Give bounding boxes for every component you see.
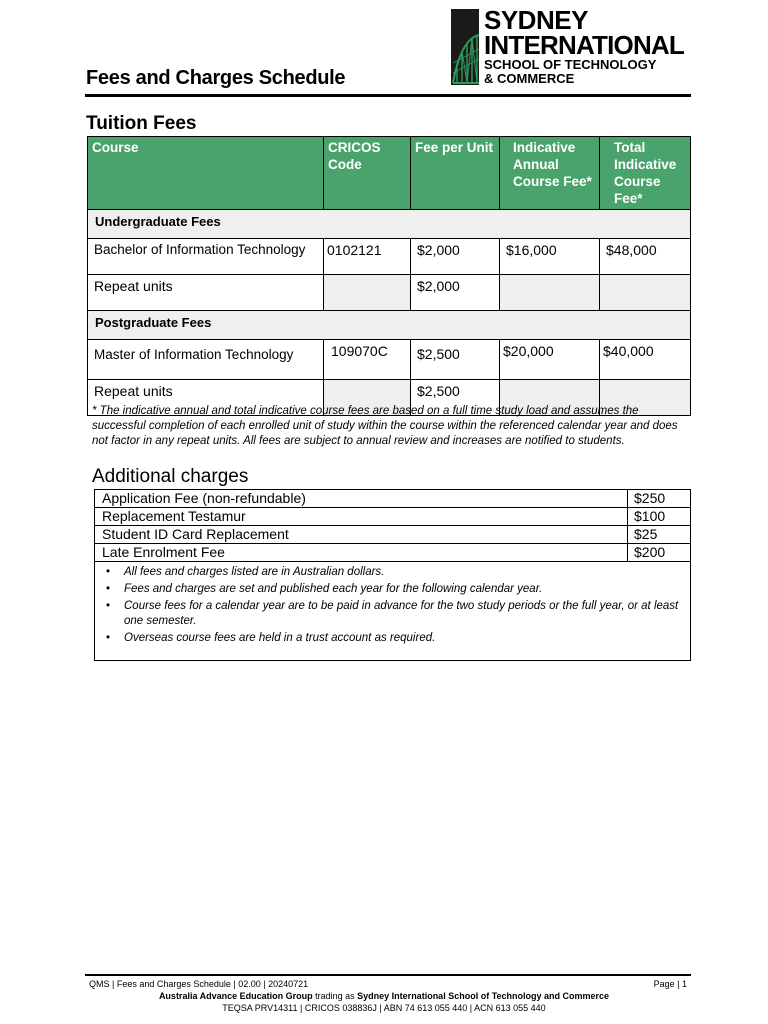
charge-label: Application Fee (non-refundable) [95,490,628,508]
column-header-total-fee: Total Indicative Course Fee* [600,137,691,210]
column-header-course: Course [88,137,324,210]
list-item: • Overseas course fees are held in a trust account as required. [124,631,690,646]
table-row [95,526,691,544]
bridge-logo-icon [451,9,479,85]
column-header-fee-per-unit: Fee per Unit [411,137,500,210]
fee-per-unit-cell: $2,000 [411,239,500,275]
cricos-cell: 109070C [324,340,411,380]
title-divider [85,94,691,97]
tuition-footnote: * The indicative annual and total indicative course fees are based on a full time study load and assumes the successful completion of each enrolled unit of study within the course within the referenced calendar year and does not factor in any repeat units. All fees are subject to annual review and increases are notified to students. [92,405,678,447]
course-cell: Master of Information Technology [88,340,324,380]
total-fee-cell [600,275,691,311]
footer-trading-text: trading as [312,991,358,1001]
fee-per-unit-cell: $2,000 [411,275,500,311]
group-label: Postgraduate Fees [88,311,691,340]
group-row-undergraduate [88,210,691,239]
fee-per-unit-cell: $2,500 [411,380,500,416]
footer-trading-line [0,991,768,1001]
column-header-annual-fee: Indicative Annual Course Fee* [500,137,600,210]
cricos-cell: 0102121 [324,239,411,275]
tuition-fees-heading: Tuition Fees [86,113,197,134]
notes-cell [95,562,691,661]
footer-page-number: Page | 1 [653,979,687,989]
school-logo [451,5,686,87]
annual-fee-cell [500,275,600,311]
footer-document-info: QMS | Fees and Charges Schedule | 02.00 | 20240721 [89,979,309,989]
charge-amount: $100 [628,508,691,526]
table-row [88,275,691,311]
footer-registrations: TEQSA PRV14311 | CRICOS 038836J | ABN 74 613 055 440 | ACN 613 055 440 [222,1003,546,1013]
additional-charges-table [94,489,691,661]
group-label: Undergraduate Fees [88,210,691,239]
charge-label: Late Enrolment Fee [95,544,628,562]
logo-line-4: & COMMERCE [484,71,575,86]
list-item: • All fees and charges listed are in Australian dollars. [124,565,690,580]
footer-org-name: Australia Advance Education Group [158,991,313,1001]
total-fee-cell: $40,000 [600,340,691,380]
course-cell: Repeat units [88,380,324,416]
column-header-cricos: CRICOS Code [324,137,411,210]
charge-label: Replacement Testamur [95,508,628,526]
list-item: • Course fees for a calendar year are to be paid in advance for the two study periods or the full year, or at least one semester. [124,599,690,629]
list-item: • Fees and charges are set and published each year for the following calendar year. [124,582,690,597]
table-row [88,340,691,380]
table-row [95,490,691,508]
cricos-cell [324,275,411,311]
course-cell: Repeat units [88,275,324,311]
logo-line-3: SCHOOL OF TECHNOLOGY [484,57,657,72]
footer-divider [85,974,691,976]
annual-fee-cell: $16,000 [500,239,600,275]
total-fee-cell: $48,000 [600,239,691,275]
footer-school-name: Sydney International School of Technology and Commerce [357,991,610,1001]
tuition-fees-table [87,136,691,416]
notes-row [95,562,691,661]
logo-line-2: INTERNATIONAL [484,30,684,60]
charge-amount: $250 [628,490,691,508]
annual-fee-cell: $20,000 [500,340,600,380]
fee-per-unit-cell: $2,500 [411,340,500,380]
notes-list [95,565,690,646]
charge-label: Student ID Card Replacement [95,526,628,544]
charge-amount: $200 [628,544,691,562]
table-row [95,508,691,526]
logo-line-1: SYDNEY [484,5,588,35]
table-row [95,544,691,562]
additional-charges-heading: Additional charges [92,466,249,487]
charge-amount: $25 [628,526,691,544]
table-header-row [88,137,691,210]
course-cell: Bachelor of Information Technology [88,239,324,275]
document-title: Fees and Charges Schedule [86,67,346,89]
group-row-postgraduate [88,311,691,340]
table-row [88,239,691,275]
